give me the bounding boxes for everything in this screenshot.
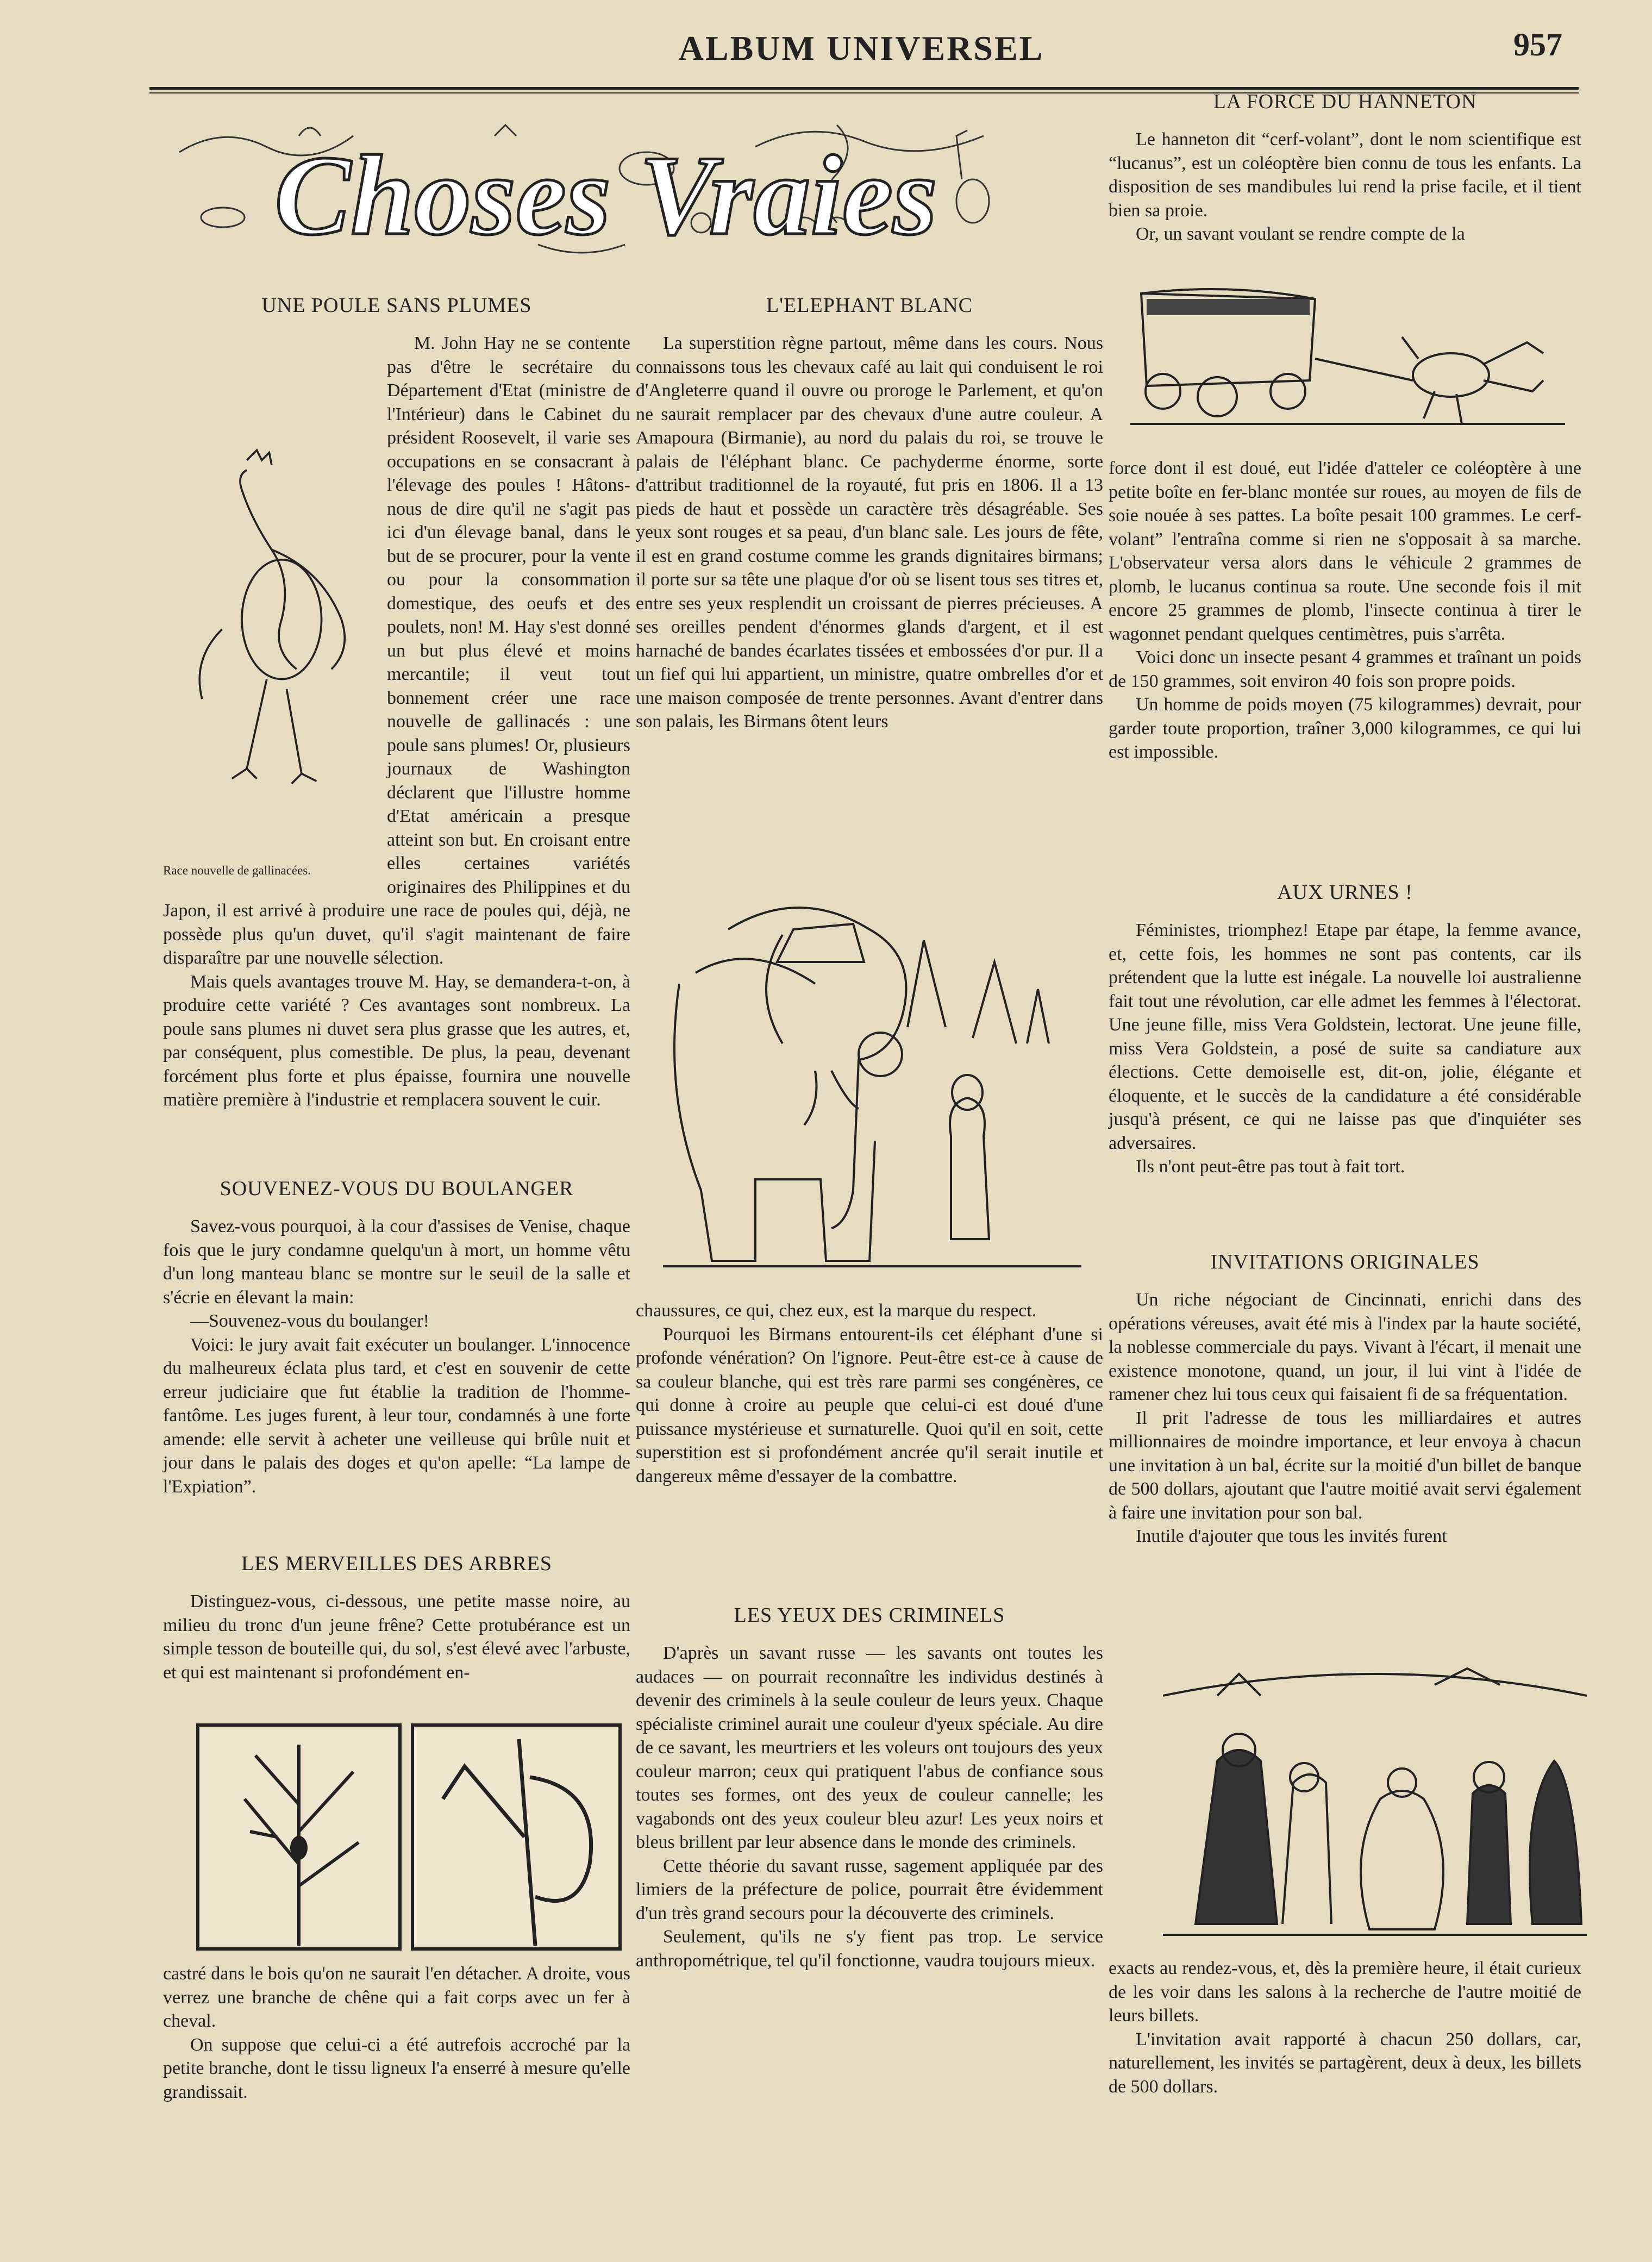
heading-invitations: INVITATIONS ORIGINALES xyxy=(1210,1251,1480,1273)
heading-hanneton: LA FORCE DU HANNETON xyxy=(1213,90,1477,113)
hanneton-paragraph-5: Un homme de poids moyen (75 kilogrammes) devrait, pour garder toute proportion, traîner 3,000 kilogrammes, ce qui lui est impossible. xyxy=(1109,695,1581,762)
boulanger-paragraph-3: Voici: le jury avait fait exécuter un boulanger. L'innocence du malheureux éclata plus tard, et c'est en souvenir de cette erreur judiciaire que fut établie la tradition de l'homme-fantôme. Les juges furent, à leur tour, condamnés à une forte amende: elle servit à acheter une veilleuse qui brûle nuit et jour dans le palais des doges et qu'on apelle: “La lampe de l'Expiation”. xyxy=(163,1334,630,1497)
rooster-illustration xyxy=(163,440,380,853)
arbres-paragraph-2: castré dans le bois qu'on ne saurait l'en détacher. A droite, vous verrez une branche de chêne qui a fait corps avec un fer à cheval. xyxy=(163,1964,630,2031)
article-yeux xyxy=(636,1641,1103,2130)
urnes-paragraph-2: Ils n'ont peut-être pas tout à fait tort. xyxy=(1136,1157,1405,1177)
arbres-paragraph-3: On suppose que celui-ci a été autrefois accroché par la petite branche, dont le tissu ligneux l'a enserré à mesure qu'elle grandissait. xyxy=(163,2034,630,2102)
article-poule xyxy=(163,332,630,1163)
article-invitations-part2 xyxy=(1109,1957,1581,2120)
elephant-illustration xyxy=(647,864,1098,1288)
masthead-title: ALBUM UNIVERSEL xyxy=(678,29,1044,67)
urnes-paragraph-1: Féministes, triomphez! Etape par étape, la femme avance, et, cette fois, les hommes ne sont pas contents, car ils prétendent que la lutte est inégale. La nouvelle loi australienne fait tout une révolution, car elle admet les femmes à l'électorat. Une jeune fille, miss Vera Goldstein, lectorat. Une jeune fille, miss Vera Goldstein, a posé de suite sa candiature aux élections. Cette demoiselle est, dit-on, jolie, élégante et éloquente, et le succès de la candidature a été considérable jusqu'à présent, ce qui ne laisse pas que d'inquiéter ses adversaires. xyxy=(1109,920,1581,1153)
invitations-paragraph-1: Un riche négociant de Cincinnati, enrichi dans des opérations véreuses, avait été mis à l'index par la haute société, la noblesse commerciale du pays. Vivant à l'écart, il menait une existence monotone, quand, un jour, il lui vint à l'idée de ramener chez lui tous ceux qui faisaient fi de sa fréquentation. xyxy=(1109,1290,1581,1404)
elephant-paragraph-1: La superstition règne partout, même dans les cours. Nous connaissons tous les chevaux café au lait qui conduisent le roi d'Angleterre quand il ouvre ou proroge le Parlement, et qu'on ne saurait remplacer par des chevaux d'une autre couleur. A Amapoura (Birmanie), au nord du palais du roi, se trouve le palais de l'éléphant blanc. Ce pachyderme énorme, sorte d'attribut traditionnel de la royauté, fut pris en 1806. Il a 13 pieds de haut et possède un caractère très désagréable. Ses yeux sont rouges et sa peau, d'un blanc sale. Les jours de fête, il est en grand costume comme les grands dignitaires birmans; il porte sur sa tête une plaque d'or où se lisent tous ses titres et, entre ses yeux resplendit un croissant de pierres précieuses. A ses oreilles pendent d'énormes glands d'argent, et il est harnaché de bandes écarlates tissées et embossées d'or pur. Il a un fief qui lui appartient, un ministre, quatre ombrelles d'or et une maison composée de trente personnes. Avant d'entrer dans son palais, les Birmans ôtent leurs xyxy=(636,333,1103,732)
branch-horseshoe-figure xyxy=(410,1723,622,1951)
heading-boulanger: SOUVENEZ-VOUS DU BOULANGER xyxy=(220,1177,574,1200)
article-arbres-part1 xyxy=(163,1590,630,1715)
yeux-paragraph-3: Seulement, qu'ils ne s'y fient pas trop. Le service anthropométrique, tel qu'il fonctionne, vaudra toujours mieux. xyxy=(636,1927,1103,1971)
heading-urnes: AUX URNES ! xyxy=(1277,881,1413,904)
choses-vraies-banner xyxy=(158,103,1054,288)
heading-arbres: LES MERVEILLES DES ARBRES xyxy=(241,1552,552,1575)
poule-paragraph-1: M. John Hay ne se contente pas d'être le secrétaire du Département d'Etat (ministre de l'Intérieur) dans le Cabinet du président Roosevelt, il varie ses occupations en se consacrant à l'élevage des poules ! Hâtons-nous de dire qu'il ne s'agit pas ici d'un élevage banal, dans le but de se procurer, pour la vente ou pour la consommation domestique, des oeufs et des poulets, non! M. Hay s'est donné un but plus élevé et moins mercantile; il veut tout bonnement créer une race nouvelle de gallinacés : une poule sans plumes! Or, plusieurs journaux de Washington déclarent que l'illustre homme d'Etat américain a presque atteint son but. En croisant entre elles certaines variétés originaires des Philippines et du Japon, il est arrivé à produire une race de poules qui, déjà, ne possède plus qu'un duvet, qu'il s'agit maintenant de faire disparaître par une nouvelle sélection. xyxy=(163,333,630,968)
invitations-paragraph-4: exacts au rendez-vous, et, dès la première heure, il était curieux de les voir dans les salons à la recherche de l'autre moitié de leurs billets. xyxy=(1109,1958,1581,2026)
ballroom-illustration xyxy=(1163,1663,1587,1946)
invitations-paragraph-5: L'invitation avait rapporté à chacun 250 dollars, car, naturellement, les invités se partagèrent, deux à deux, les billets de 500 dollars. xyxy=(1109,2029,1581,2097)
article-boulanger xyxy=(163,1215,630,1524)
yeux-paragraph-2: Cette théorie du savant russe, sagement appliquée par des limiers de la préfecture de police, pourrait être évidemment d'un très grand secours pour la découverte des criminels. xyxy=(636,1855,1103,1923)
boulanger-paragraph-1: Savez-vous pourquoi, à la cour d'assises de Venise, chaque fois que le jury condamne quelqu'un à mort, un homme vêtu d'un long manteau blanc se montre sur le seuil de la salle et s'écrie en élevant la main: xyxy=(163,1216,630,1308)
hanneton-paragraph-3: force dont il est doué, eut l'idée d'atteler ce coléoptère à une petite boîte en fer-blanc montée sur roues, au moyen de fils de soie nouée à ses pattes. La boîte pesait 100 grammes. Le cerf-volant” l'entraîna comme si rien ne s'opposait à sa marche. L'observateur versa alors dans le véhicule 2 grammes de plomb, le lucanus continua sa route. Une seconde fois il mit encore 25 grammes de plomb, l'insecte continua à tirer le wagonnet pendant quelques centimètres, puis s'arrêta. xyxy=(1109,458,1581,644)
figure-poule-caption: Race nouvelle de gallinacées. xyxy=(163,864,311,877)
invitations-paragraph-2: Il prit l'adresse de tous les milliardaires et autres millionnaires de moindre importance, et leur envoya à chacun une invitation à un bal, écrite sur la moitié d'un billet de banque de 500 dollars, ajoutant que l'autre moitié avait servi également à faire une invitation pour son bal. xyxy=(1109,1408,1581,1523)
banner-title: Choses Vraies xyxy=(274,133,937,259)
heading-elephant: L'ELEPHANT BLANC xyxy=(766,294,973,317)
invitations-paragraph-3: Inutile d'ajouter que tous les invités furent xyxy=(1136,1526,1447,1546)
poule-paragraph-2: Mais quels avantages trouve M. Hay, se demandera-t-on, à produire cette variété ? Ces avantages sont nombreux. La poule sans plumes ni duvet sera plus grasse que les autres, et, par conséquent, plus comestible. De plus, la peau, devenant forcément plus forte et plus épaisse, fournira une nouvelle matière première à l'industrie et remplacera souvent le cuir. xyxy=(163,971,630,1110)
page-number: 957 xyxy=(1513,27,1562,63)
figure-poule xyxy=(163,440,380,891)
heading-poule: UNE POULE SANS PLUMES xyxy=(261,294,532,317)
boulanger-paragraph-2: —Souvenez-vous du boulanger! xyxy=(190,1311,430,1331)
heading-yeux: LES YEUX DES CRIMINELS xyxy=(734,1604,1005,1627)
beetle-wagon-illustration xyxy=(1130,283,1565,446)
article-urnes xyxy=(1109,918,1581,1234)
elephant-paragraph-2: chaussures, ce qui, chez eux, est la marque du respect. xyxy=(636,1301,1037,1321)
elephant-paragraph-3: Pourquoi les Birmans entourent-ils cet éléphant d'une si profonde vénération? On l'ignore. Peut-être est-ce à cause de sa couleur blanche, qui est très rare parmi ses congénères, ce qui donne à croire au peuple que celui-ci est doué d'une puissance mystérieuse et surnaturelle. Quoi qu'il en soit, cette superstition est si profondément ancrée qu'il serait inutile et dangereux même d'essayer de la combattre. xyxy=(636,1324,1103,1486)
article-arbres-part2 xyxy=(163,1962,630,2125)
hanneton-paragraph-1: Le hanneton dit “cerf-volant”, dont le nom scientifique est “lucanus”, est un coléoptère bien connu de tous les enfants. La disposition de ses mandibules lui rend la prise facile, et il tient bien sa proie. xyxy=(1109,129,1581,221)
yeux-paragraph-1: D'après un savant russe — les savants ont toutes les audaces — on pourrait reconnaître les individus destinés à devenir des criminels à la seule couleur de leurs yeux. Chaque spécialiste criminel aurait une couleur d'yeux spéciale. Au dire de ce savant, les meurtriers et les voleurs ont toujours des yeux couleur marron; ceux qui pratiquent l'abus de confiance sous toutes ses formes, ont des yeux de couleur cannelle; les vagabonds ont des yeux couleur bleu azur! Les yeux noirs et bleus brillent par leur absence dans le monde des criminels. xyxy=(636,1643,1103,1852)
article-elephant-part1 xyxy=(636,332,1103,853)
article-hanneton-part1 xyxy=(1109,128,1581,277)
tree-bottle-figure xyxy=(196,1723,402,1951)
article-elephant-part2 xyxy=(636,1299,1103,1592)
arbres-paragraph-1: Distinguez-vous, ci-dessous, une petite masse noire, au milieu du tronc d'un jeune frêne? Cette protubérance est un simple tesson de bouteille qui, du sol, s'est élevé avec l'arbuste, et qui est maintenant si profondément en- xyxy=(163,1591,630,1683)
article-invitations-part1 xyxy=(1109,1288,1581,1658)
hanneton-paragraph-2: Or, un savant voulant se rendre compte de la xyxy=(1136,224,1465,244)
article-hanneton-part2 xyxy=(1109,457,1581,859)
hanneton-paragraph-4: Voici donc un insecte pesant 4 grammes et traînant un poids de 150 grammes, soit environ 40 fois son propre poids. xyxy=(1109,647,1581,691)
